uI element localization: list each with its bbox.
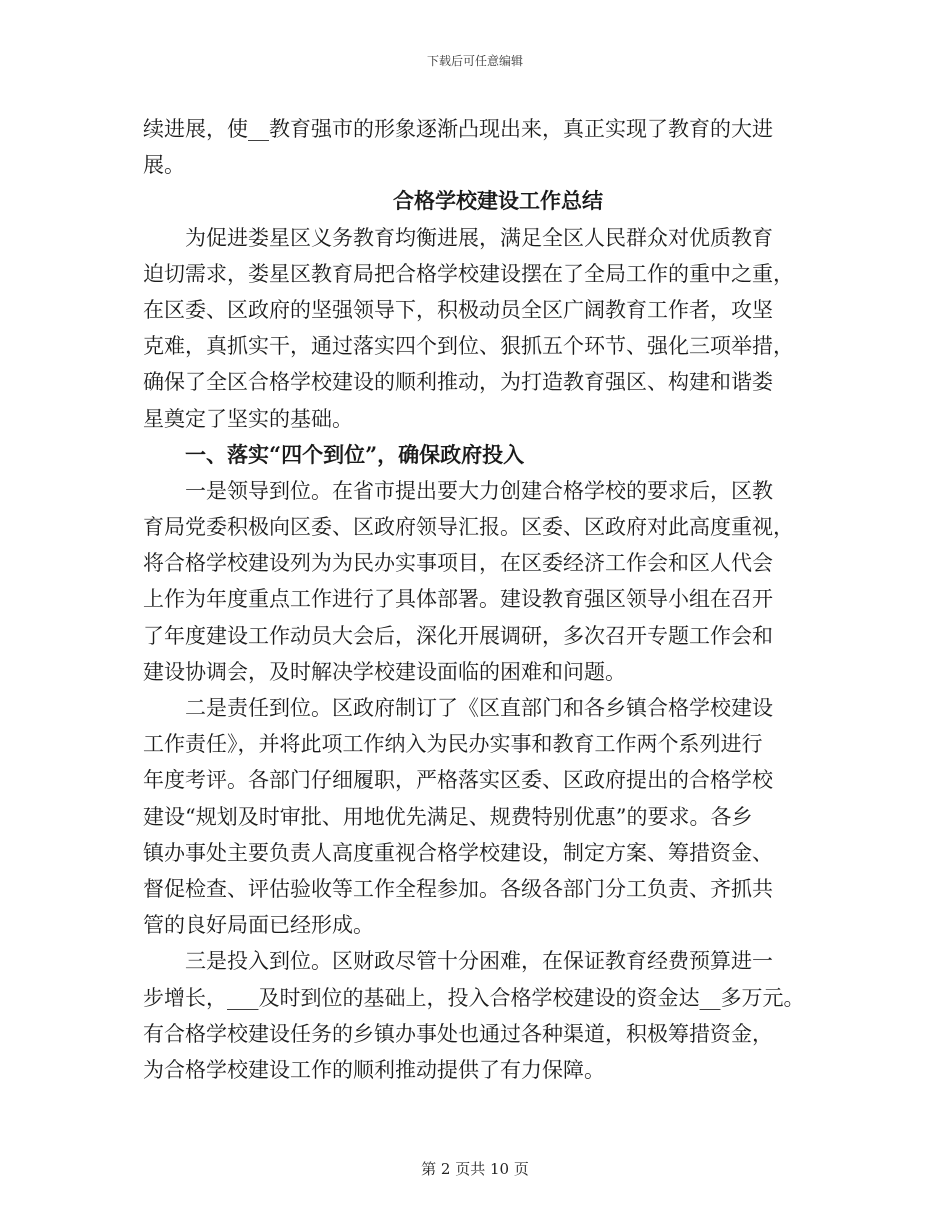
body-line: 管的良好局面已经形成。 xyxy=(143,913,374,938)
body-line: 克难，真抓实干，通过落实四个到位、狠抓五个环节、强化三项举措， xyxy=(143,334,794,359)
body-line: 建设协调会，及时解决学校建设面临的困难和问题。 xyxy=(143,659,626,684)
body-line: 二是责任到位。区政府制订了《区直部门和各乡镇合格学校建设 xyxy=(185,696,773,720)
body-line: 育局党委积极向区委、区政府领导汇报。区委、区政府对此高度重视， xyxy=(143,515,794,540)
body-line: 建设“规划及时审批、用地优先满足、规费特别优惠”的要求。各乡 xyxy=(143,804,753,829)
body-line: 工作责任》，并将此项工作纳入为民办实事和教育工作两个系列进行 xyxy=(143,732,763,757)
body-line: 年度考评。各部门仔细履职，严格落实区委、区政府提出的合格学校 xyxy=(143,768,773,793)
body-line: 将合格学校建设列为为民办实事项目，在区委经济工作会和区人代会 xyxy=(143,551,773,576)
body-line: 为合格学校建设工作的顺利推动提供了有力保障。 xyxy=(143,1057,605,1082)
body-line: 三是投入到位。区财政尽管十分困难，在保证教育经费预算进一 xyxy=(185,949,773,974)
section-heading: 一、落实“四个到位”，确保政府投入 xyxy=(185,441,525,467)
body-line: 续进展，使__教育强市的形象逐渐凸现出来，真正实现了教育的大进 xyxy=(143,117,773,141)
body-line: 展。 xyxy=(143,153,185,178)
body-line: 星奠定了坚实的基础。 xyxy=(143,406,353,431)
body-line: 督促检查、评估验收等工作全程参加。各级各部门分工负责、齐抓共 xyxy=(143,876,773,901)
body-line: 步增长，___及时到位的基础上，投入合格学校建设的资金达__多万元。 xyxy=(143,985,805,1010)
page-header: 下载后可任意编辑 xyxy=(426,54,523,68)
body-line: 在区委、区政府的坚强领导下，积极动员全区广阔教育工作者，攻坚 xyxy=(143,297,773,322)
body-line: 为促进娄星区义务教育均衡进展，满足全区人民群众对优质教育 xyxy=(185,225,773,250)
body-line: 迫切需求，娄星区教育局把合格学校建设摆在了全局工作的重中之重， xyxy=(143,261,794,286)
body-line: 上作为年度重点工作进行了具体部署。建设教育强区领导小组在召开 xyxy=(143,587,773,612)
body-line: 了年度建设工作动员大会后，深化开展调研，多次召开专题工作会和 xyxy=(143,623,773,648)
body-line: 镇办事处主要负责人高度重视合格学校建设，制定方案、筹措资金、 xyxy=(143,840,773,865)
document-body xyxy=(143,111,833,1088)
page-footer: 第 2 页共 10 页 xyxy=(421,1160,529,1178)
body-line: 有合格学校建设任务的乡镇办事处也通过各种渠道，积极筹措资金， xyxy=(143,1021,773,1046)
body-line: 确保了全区合格学校建设的顺利推动，为打造教育强区、构建和谐娄 xyxy=(143,370,773,395)
document-title: 合格学校建设工作总结 xyxy=(393,188,603,214)
body-line: 一是领导到位。在省市提出要大力创建合格学校的要求后，区教 xyxy=(185,478,773,503)
